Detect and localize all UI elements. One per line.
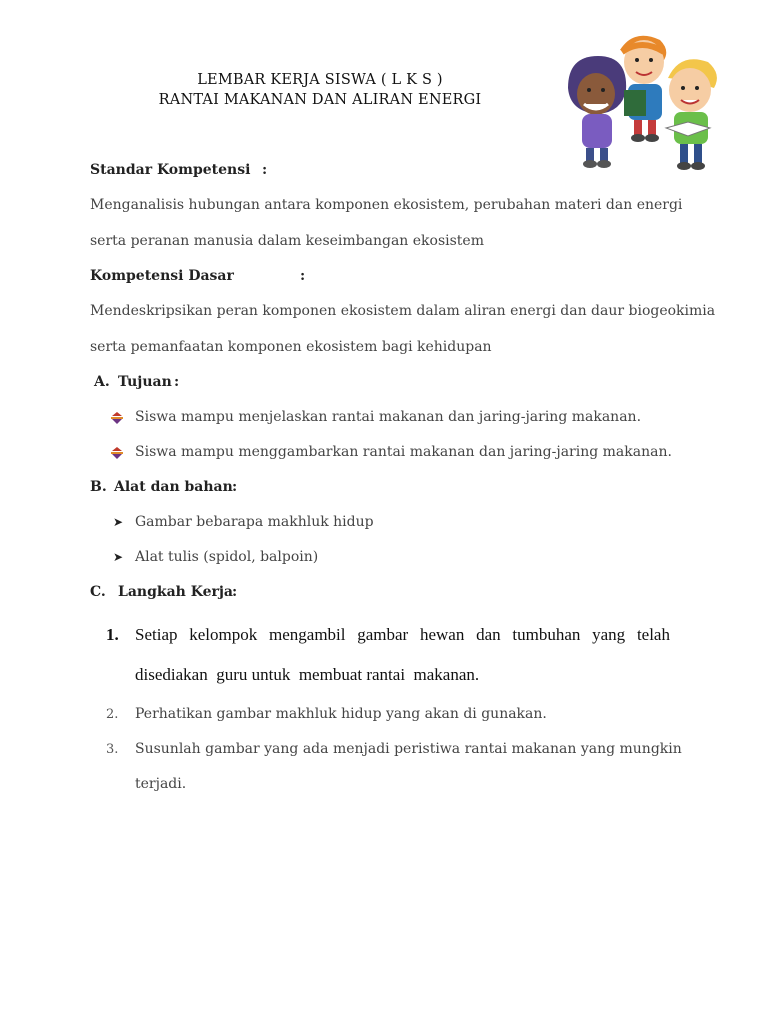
standar-kompetensi-label: Standar Kompetensi [90, 162, 251, 178]
step-3-text-1: Susunlah gambar yang ada menjadi peristiwa rantai makanan yang mungkin [135, 741, 682, 757]
alat-item-1: Gambar bebarapa makhluk hidup [135, 514, 374, 530]
child-left-icon [568, 56, 626, 168]
bullet-arrow-icon [110, 446, 124, 460]
kompetensi-dasar-label: Kompetensi Dasar [90, 268, 234, 284]
child-middle-icon [620, 36, 666, 142]
chevron-right-icon: ➤ [113, 515, 124, 529]
page-title-line-1: LEMBAR KERJA SISWA ( L K S ) [197, 72, 443, 88]
kompetensi-dasar-colon: : [300, 268, 306, 284]
children-reading-illustration [558, 28, 724, 176]
tujuan-item-1: Siswa mampu menjelaskan rantai makanan dan jaring-jaring makanan. [135, 409, 642, 425]
step-1-word: hewan [419, 625, 465, 644]
kompetensi-dasar-text-1: Mendeskripsikan peran komponen ekosistem dalam aliran energi dan daur biogeokimia [90, 303, 716, 319]
standar-kompetensi-colon: : [262, 162, 268, 178]
step-1-number: 1. [106, 625, 119, 644]
step-1-line-2: disediakan guru untuk membuat rantai makanan. [135, 665, 480, 684]
section-a-heading: Tujuan [118, 374, 172, 390]
kompetensi-dasar-text-2: serta pemanfaatan komponen ekosistem bagi kehidupan [90, 339, 492, 355]
alat-item-2: Alat tulis (spidol, balpoin) [135, 549, 319, 565]
step-1-word: Setiap [135, 625, 178, 644]
standar-kompetensi-text-2: serta peranan manusia dalam keseimbangan ekosistem [90, 233, 484, 249]
page-title-line-2: RANTAI MAKANAN DAN ALIRAN ENERGI [158, 92, 482, 108]
step-2-number: 2. [106, 707, 119, 722]
step-1-word: tumbuhan [512, 625, 581, 644]
step-1-word: telah [636, 625, 670, 644]
section-b-heading: Alat dan bahan [114, 479, 233, 495]
standar-kompetensi-text-1: Menganalisis hubungan antara komponen ekosistem, perubahan materi dan energi [90, 197, 683, 213]
step-1-word: kelompok [189, 625, 258, 644]
section-c-letter: C. [90, 584, 106, 600]
child-right-icon [666, 59, 717, 170]
section-b-colon: : [232, 479, 238, 495]
section-b-letter: B. [90, 479, 107, 495]
step-1-word: yang [592, 625, 626, 644]
step-1-word: gambar [357, 625, 409, 644]
step-2-text: Perhatikan gambar makhluk hidup yang akan di gunakan. [135, 706, 547, 722]
step-3-text-2: terjadi. [135, 776, 187, 792]
section-c-colon: : [232, 584, 238, 600]
step-1-line-1 [135, 625, 670, 645]
tujuan-item-2: Siswa mampu menggambarkan rantai makanan dan jaring-jaring makanan. [135, 444, 672, 460]
bullet-arrow-icon [110, 411, 124, 425]
step-1-word: dan [476, 625, 501, 644]
chevron-right-icon: ➤ [113, 550, 124, 564]
section-a-letter: A. [94, 374, 110, 390]
step-3-number: 3. [106, 742, 119, 757]
section-a-colon: : [174, 374, 180, 390]
step-1-word: mengambil [269, 625, 346, 644]
section-c-heading: Langkah Kerja [118, 584, 233, 600]
